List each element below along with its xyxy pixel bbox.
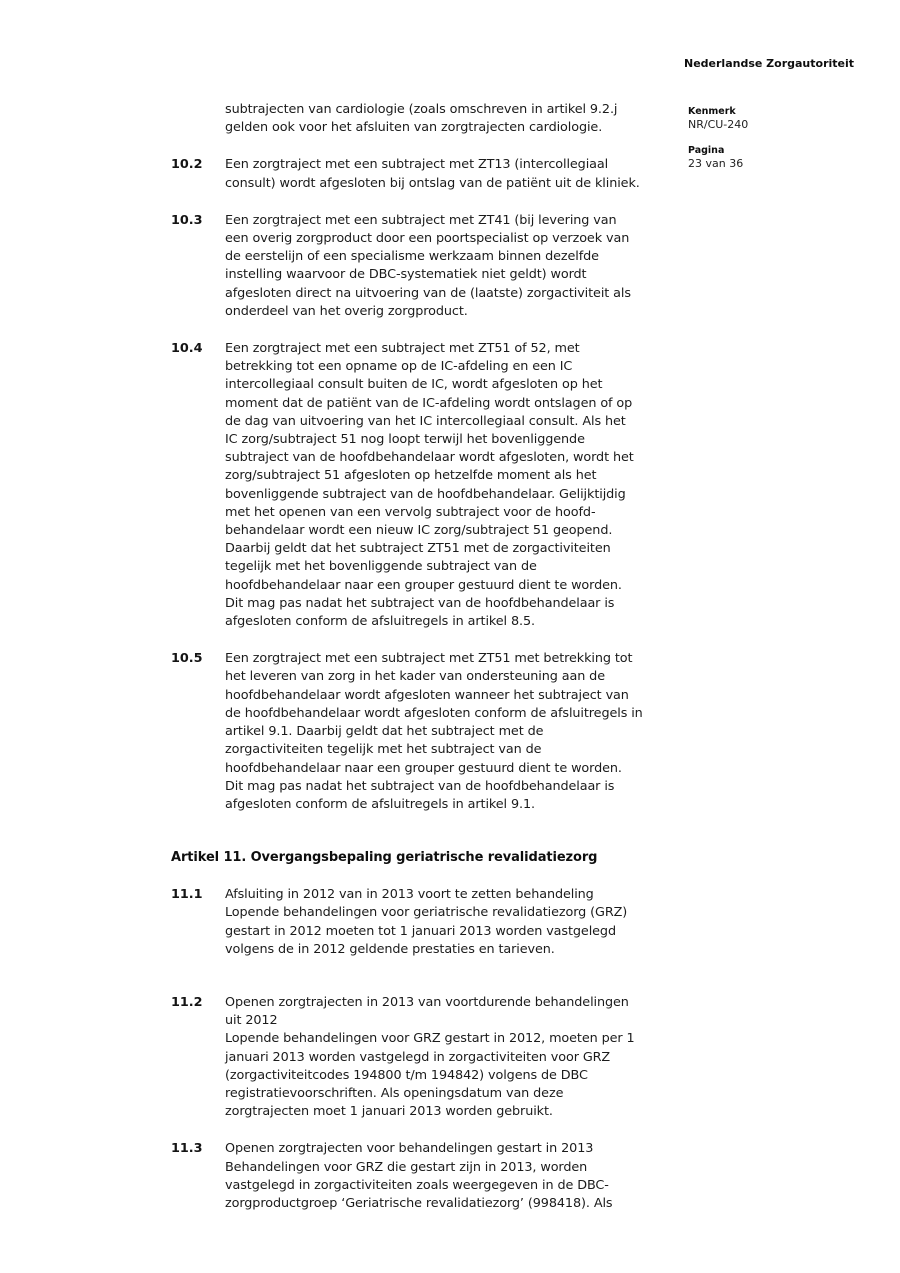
text-line: Dit mag pas nadat het subtraject van de hoofdbehandelaar is [225, 595, 615, 611]
section-number [171, 101, 225, 137]
text-line: Openen zorgtrajecten in 2013 van voortdurende behandelingen [225, 994, 629, 1010]
numbered-section [171, 994, 691, 1121]
section-text [225, 650, 643, 814]
text-line: (zorgactiviteitcodes 194800 t/m 194842) volgens de DBC [225, 1067, 588, 1083]
text-line: met het openen van een vervolg subtraject voor de hoofd- [225, 504, 596, 520]
text-line: gelden ook voor het afsluiten van zorgtrajecten cardiologie. [225, 120, 603, 136]
text-line: de dag van uitvoering van het IC intercollegiaal consult. Als het [225, 413, 626, 429]
text-line: subtrajecten van cardiologie (zoals omschreven in artikel 9.2.j [225, 102, 618, 117]
text-line: hoofdbehandelaar naar een grouper gestuurd dient te worden. [225, 577, 622, 593]
text-line: subtraject van de hoofdbehandelaar wordt afgesloten, wordt het [225, 450, 634, 466]
numbered-section [171, 101, 691, 137]
text-line: zorg/subtraject 51 afgesloten op hetzelfde moment als het [225, 468, 597, 484]
text-line: hoofdbehandelaar naar een grouper gestuurd dient te worden. [225, 760, 622, 776]
text-line: bovenliggende subtraject van de hoofdbehandelaar. Gelijktijdig [225, 486, 626, 502]
section-number: 10.5 [171, 651, 203, 667]
text-line: Lopende behandelingen voor GRZ gestart in 2012, moeten per 1 [225, 1031, 635, 1047]
text-line: zorgactiviteiten tegelijk met het subtraject van de [225, 742, 542, 758]
kenmerk-label: Kenmerk [688, 106, 736, 117]
text-line: het leveren van zorg in het kader van ondersteuning aan de [225, 669, 605, 685]
section-number: 10.3 [171, 212, 203, 228]
section-text [225, 994, 635, 1121]
text-line: vastgelegd in zorgactiviteiten zoals weergegeven in de DBC- [225, 1177, 609, 1193]
text-line: de hoofdbehandelaar wordt afgesloten conform de afsluitregels in [225, 705, 643, 721]
text-line: Daarbij geldt dat het subtraject ZT51 met de zorgactiviteiten [225, 541, 611, 557]
text-line: IC zorg/subtraject 51 nog loopt terwijl het bovenliggende [225, 432, 585, 448]
document-meta [688, 105, 868, 183]
pagina-value: 23 van 36 [688, 157, 744, 170]
text-line: Een zorgtraject met een subtraject met ZT41 (bij levering van [225, 212, 617, 228]
text-line: januari 2013 worden vastgelegd in zorgactiviteiten voor GRZ [225, 1049, 611, 1065]
section-number: 11.1 [171, 887, 203, 903]
text-line: Een zorgtraject met een subtraject met ZT51 met betrekking tot [225, 651, 633, 667]
text-line: Een zorgtraject met een subtraject met ZT51 of 52, met [225, 341, 580, 357]
text-line: Openen zorgtrajecten voor behandelingen gestart in 2013 [225, 1141, 594, 1157]
section-text [225, 212, 631, 321]
text-line: zorgproductgroep ‘Geriatrische revalidatiezorg’ (998418). Als [225, 1195, 613, 1211]
section-number: 11.3 [171, 1141, 203, 1157]
section-text [225, 886, 627, 959]
article-heading: Artikel 11. Overgangsbepaling geriatrische revalidatiezorg [171, 850, 598, 866]
numbered-section [171, 340, 691, 631]
section-number: 10.2 [171, 157, 203, 173]
text-line: hoofdbehandelaar wordt afgesloten wanneer het subtraject van [225, 687, 629, 703]
text-line: zorgtrajecten moet 1 januari 2013 worden gebruikt. [225, 1104, 553, 1120]
text-line: afgesloten conform de afsluitregels in artikel 8.5. [225, 614, 535, 630]
text-line: betrekking tot een opname op de IC-afdeling en een IC [225, 359, 573, 375]
text-line: een overig zorgproduct door een poortspecialist op verzoek van [225, 231, 630, 247]
text-line: Lopende behandelingen voor geriatrische revalidatiezorg (GRZ) [225, 905, 628, 921]
kenmerk-value: NR/CU-240 [688, 118, 749, 131]
text-line: afgesloten direct na uitvoering van de (laatste) zorgactiviteit als [225, 285, 631, 301]
text-line: behandelaar wordt een nieuw IC zorg/subtraject 51 geopend. [225, 523, 613, 539]
text-line: Behandelingen voor GRZ die gestart zijn in 2013, worden [225, 1159, 588, 1175]
section-text [225, 101, 617, 137]
text-line: instelling waarvoor de DBC-systematiek niet geldt) wordt [225, 267, 587, 283]
section-text [225, 340, 634, 631]
document-body [171, 101, 691, 1213]
pagina-label: Pagina [688, 145, 725, 156]
numbered-section [171, 212, 691, 321]
numbered-section [171, 156, 691, 192]
text-line: intercollegiaal consult buiten de IC, wordt afgesloten op het [225, 377, 603, 393]
text-line: onderdeel van het overig zorgproduct. [225, 303, 468, 319]
text-line: gestart in 2012 moeten tot 1 januari 2013 worden vastgelegd [225, 923, 616, 939]
text-line: uit 2012 [225, 1013, 278, 1029]
text-line: tegelijk met het bovenliggende subtraject van de [225, 559, 537, 575]
numbered-section [171, 1140, 691, 1213]
text-line: volgens de in 2012 geldende prestaties en tarieven. [225, 941, 555, 957]
text-line: Dit mag pas nadat het subtraject van de hoofdbehandelaar is [225, 778, 615, 794]
text-line: Een zorgtraject met een subtraject met ZT13 (intercollegiaal [225, 157, 609, 173]
organization-name: Nederlandse Zorgautoriteit [684, 57, 855, 70]
text-line: afgesloten conform de afsluitregels in artikel 9.1. [225, 796, 535, 812]
section-text [225, 1140, 613, 1213]
numbered-section [171, 650, 691, 814]
text-line: de eerstelijn of een specialisme werkzaam binnen dezelfde [225, 249, 599, 265]
text-line: Afsluiting in 2012 van in 2013 voort te zetten behandeling [225, 887, 594, 903]
text-line: moment dat de patiënt van de IC-afdeling wordt ontslagen of op [225, 395, 633, 411]
text-line: registratievoorschriften. Als openingsdatum van deze [225, 1085, 564, 1101]
numbered-section [171, 886, 691, 959]
text-line: consult) wordt afgesloten bij ontslag van de patiënt uit de kliniek. [225, 175, 640, 191]
text-line: artikel 9.1. Daarbij geldt dat het subtraject met de [225, 724, 544, 740]
section-number: 10.4 [171, 341, 203, 357]
section-text [225, 156, 640, 192]
section-number: 11.2 [171, 994, 203, 1010]
